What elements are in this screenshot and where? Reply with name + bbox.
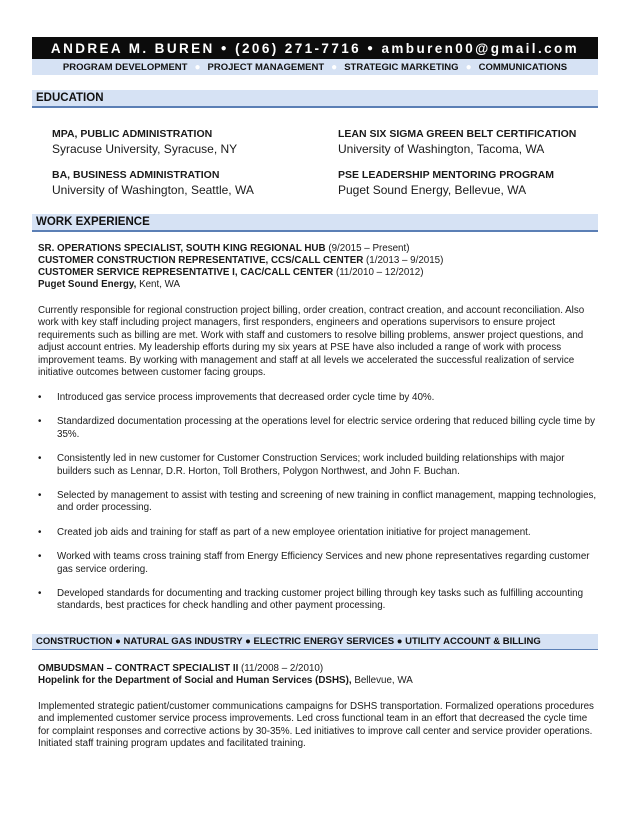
skill-separator-dot: ● <box>331 61 338 73</box>
role-line <box>38 663 598 675</box>
job2-summary: Implemented strategic patient/customer communications campaigns for DSHS transportation. Formalized operations procedures and implemented customer service process improvements. Led cross functional team in an effort that decreased the cycle time for complaint responses and corrective actions by 30-35%. Led initiatives to improve call center and service provider operations. Initiated staff training program updates and facilitated training. <box>38 701 594 750</box>
bullet-icon: • <box>38 453 42 465</box>
job1-achievements-list <box>38 392 598 625</box>
achievement-item <box>38 453 598 478</box>
job1-header <box>38 243 598 291</box>
name-header-bar <box>32 37 598 59</box>
achievement-text: Standardized documentation processing at the operations level for electric service ordering that reduced billing cycle time by 35%. <box>57 416 596 440</box>
bullet-icon: • <box>38 551 42 563</box>
school-name: Puget Sound Energy, Bellevue, WA <box>338 183 527 197</box>
separator-dot: ● <box>220 42 230 54</box>
core-competencies-bar: CONSTRUCTION ● NATURAL GAS INDUSTRY ● ELECTRIC ENERGY SERVICES ● UTILITY ACCOUNT & BILLING <box>32 634 598 650</box>
role-dates: (11/2008 – 2/2010) <box>241 663 324 674</box>
bullet-icon: • <box>38 526 42 538</box>
separator-dot: ● <box>367 42 376 54</box>
employer-location: Kent, WA <box>139 279 181 290</box>
achievement-text: Created job aids and training for staff as part of a new employee orientation initiative for project management. <box>57 526 531 538</box>
achievement-item <box>38 490 598 515</box>
employer-name: Hopelink for the Department of Social and Human Services (DSHS), <box>38 675 352 686</box>
role-title: CUSTOMER CONSTRUCTION REPRESENTATIVE, CCS/CALL CENTER <box>38 255 364 266</box>
achievement-item <box>38 416 598 441</box>
degree-title: BA, BUSINESS ADMINISTRATION <box>52 169 220 181</box>
employer-location: Bellevue, WA <box>354 675 413 686</box>
education-entry <box>52 127 237 157</box>
achievement-text: Worked with teams cross training staff from Energy Efficiency Services and new phone representatives regarding customer gas service ordering. <box>57 551 590 575</box>
achievement-item <box>38 527 598 539</box>
role-dates: (1/2013 – 9/2015) <box>366 255 444 266</box>
skill-item: STRATEGIC MARKETING <box>344 61 459 73</box>
achievement-text: Selected by management to assist with testing and screening of new training in conflict management, mapping technologies, and order processing. <box>57 490 597 514</box>
skill-separator-dot: ● <box>465 61 472 73</box>
achievement-item <box>38 551 598 576</box>
achievement-item <box>38 392 598 404</box>
education-entry <box>338 168 554 198</box>
role-title: SR. OPERATIONS SPECIALIST, SOUTH KING REGIONAL HUB <box>38 243 326 254</box>
skills-bar <box>32 59 598 75</box>
role-line <box>38 267 598 279</box>
degree-title: MPA, PUBLIC ADMINISTRATION <box>52 128 213 140</box>
candidate-name: ANDREA M. BUREN <box>50 40 215 56</box>
achievement-item <box>38 588 598 613</box>
role-title: OMBUDSMAN – CONTRACT SPECIALIST II <box>38 663 239 674</box>
skill-item: PROJECT MANAGEMENT <box>207 61 325 73</box>
phone-number: (206) 271-7716 <box>235 40 362 56</box>
bullet-icon: • <box>38 588 42 600</box>
achievement-text: Developed standards for documenting and tracking customer project billing through key tasks such as fulfilling accounting standards, best practices for check handling and other payment processing. <box>57 588 584 612</box>
employer-line <box>38 279 598 291</box>
skill-item: COMMUNICATIONS <box>478 61 568 73</box>
role-line <box>38 255 598 267</box>
education-heading: EDUCATION <box>32 90 598 108</box>
role-line <box>38 243 598 255</box>
bullet-icon: • <box>38 416 42 428</box>
role-dates: (9/2015 – Present) <box>328 243 410 254</box>
bullet-icon: • <box>38 392 42 403</box>
certification-title: LEAN SIX SIGMA GREEN BELT CERTIFICATION <box>338 128 577 140</box>
education-entry <box>52 168 254 198</box>
employer-name: Puget Sound Energy, <box>38 279 137 290</box>
school-name: Syracuse University, Syracuse, NY <box>52 142 238 156</box>
education-entry <box>338 127 576 157</box>
school-name: University of Washington, Tacoma, WA <box>338 142 545 156</box>
achievement-text: Consistently led in new customer for Customer Construction Services; work included building relationships with major builders such as Lennar, D.R. Horton, Toll Brothers, Polygon Northwest, and John F. Buchan. <box>57 453 565 477</box>
role-dates: (11/2010 – 12/2012) <box>335 267 424 278</box>
school-name: University of Washington, Seattle, WA <box>52 183 254 197</box>
email-address: amburen00@gmail.com <box>381 40 580 56</box>
bullet-icon: • <box>38 490 42 502</box>
work-experience-heading: WORK EXPERIENCE <box>32 214 598 232</box>
role-title: CUSTOMER SERVICE REPRESENTATIVE I, CAC/CALL CENTER <box>38 267 334 278</box>
job1-summary: Currently responsible for regional construction project billing, order creation, contract creation, and account reconciliation. Also work with key staff including project managers, first responders, engineers and operations supervisors to ensure project requirements such as billing are met. Work with staff and customers to resolve billing problems, answer project questions, and adjust account entries. My leadership efforts during my six years at PSE have also included a range of work with process improvement teams. By working with management and staff at all levels we accelerated the successful realization of service initiative outcomes between customer facing groups. <box>38 305 585 379</box>
program-title: PSE LEADERSHIP MENTORING PROGRAM <box>338 169 555 181</box>
achievement-text: Introduced gas service process improvements that decreased order cycle time by 40%. <box>57 392 435 403</box>
skill-separator-dot: ● <box>194 61 201 73</box>
job2-header <box>38 663 598 687</box>
skill-item: PROGRAM DEVELOPMENT <box>62 61 188 73</box>
employer-line <box>38 675 598 687</box>
